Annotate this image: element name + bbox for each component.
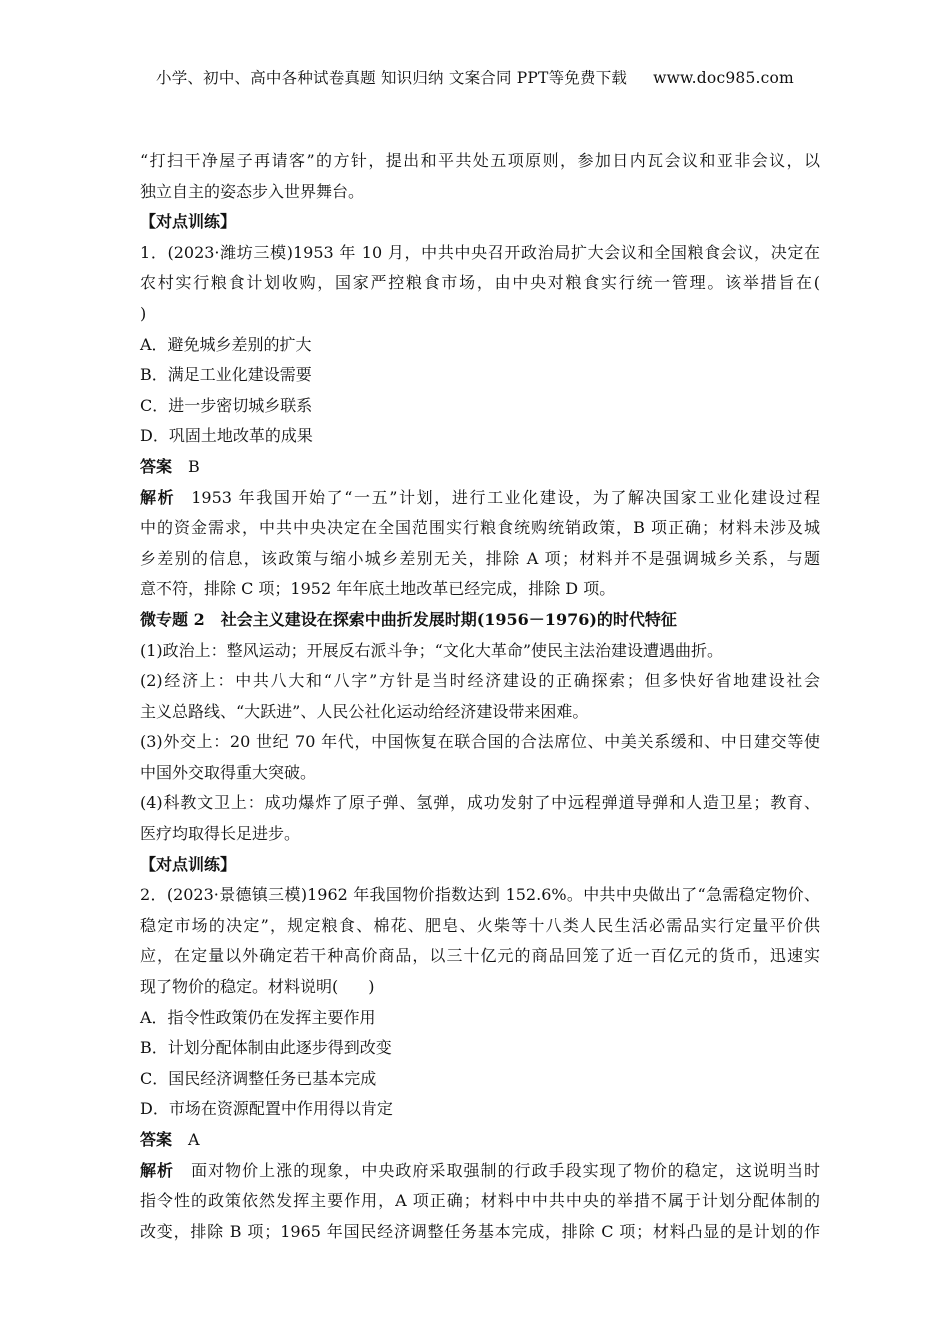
question-line: ): [140, 303, 147, 323]
answer-label: 答案: [140, 1130, 173, 1149]
option-d: D．巩固土地改革的成果: [140, 426, 313, 446]
topic-line: 医疗均取得长足进步。: [140, 824, 301, 844]
analysis-text: 面对物价上涨的现象，中央政府采取强制的行政手段实现了物价的稳定，这说明当时: [190, 1160, 820, 1180]
analysis-line: 指令性的政策依然发挥主要作用，A 项正确；材料中中共中央的举措不属于计划分配体制的: [140, 1191, 820, 1211]
header-text: 小学、初中、高中各种试卷真题 知识归纳 文案合同 PPT等免费下载: [156, 69, 628, 87]
question-paren: ): [368, 977, 375, 997]
answer-line: [140, 1125, 820, 1156]
answer-value: B: [188, 456, 200, 476]
option-b: B．满足工业化建设需要: [140, 365, 312, 385]
analysis-line: [140, 483, 820, 514]
practice-heading: 【对点训练】: [140, 854, 237, 874]
question-line: 2．(2023·景德镇三模)1962 年我国物价指数达到 152.6%。中共中央做出了“急需稳定物价、: [140, 885, 820, 905]
intro-line: “打扫干净屋子再请客”的方针，提出和平共处五项原则，参加日内瓦会议和亚非会议，以: [140, 151, 820, 170]
analysis-line: 中的资金需求，中共中央决定在全国范围实行粮食统购统销政策，B 项正确；材料未涉及城: [140, 518, 820, 538]
question-line: 应，在定量以外确定若干种高价商品，以三十亿元的商品回笼了近一百亿元的货币，迅速实: [140, 946, 820, 966]
option-d: D．市场在资源配置中作用得以肯定: [140, 1099, 393, 1119]
topic-line: (1)政治上：整风运动；开展反右派斗争；“文化大革命”使民主法治建设遭遇曲折。: [140, 640, 724, 660]
question-line: 农村实行粮食计划收购，国家严控粮食市场，由中央对粮食实行统一管理。该举措旨在(: [140, 273, 820, 293]
topic-line: (3)外交上：20 世纪 70 年代，中国恢复在联合国的合法席位、中美关系缓和、中日建交等使: [140, 732, 820, 752]
document-body: [140, 146, 820, 1247]
topic-line: 中国外交取得重大突破。: [140, 762, 317, 782]
question-text: 现了物价的稳定。材料说明(: [140, 977, 339, 997]
analysis-line: 乡差别的信息，该政策与缩小城乡差别无关，排除 A 项；材料并不是强调城乡关系，与题: [140, 548, 820, 568]
header-site-link[interactable]: www.doc985.com: [653, 69, 794, 87]
topic-title: 微专题 2 社会主义建设在探索中曲折发展时期(1956－1976)的时代特征: [140, 609, 677, 629]
analysis-label: 解析: [140, 487, 176, 507]
page-header: [0, 66, 950, 88]
analysis-label: 解析: [140, 1160, 175, 1180]
analysis-line: 意不符，排除 C 项；1952 年年底土地改革已经完成，排除 D 项。: [140, 579, 616, 599]
option-a: A．避免城乡差别的扩大: [140, 334, 312, 354]
question-line: 稳定市场的决定”，规定粮食、棉花、肥皂、火柴等十八类人民生活必需品实行定量平价供: [140, 915, 820, 935]
practice-heading: 【对点训练】: [140, 212, 237, 232]
topic-line: 主义总路线、“大跃进”、人民公社化运动给经济建设带来困难。: [140, 701, 589, 721]
intro-line: 独立自主的姿态步入世界舞台。: [140, 181, 365, 201]
question-line: [140, 972, 820, 1003]
topic-line: (2)经济上：中共八大和“八字”方针是当时经济建设的正确探索；但多快好省地建设社会: [140, 671, 820, 691]
topic-line: (4)科教文卫上：成功爆炸了原子弹、氢弹，成功发射了中远程弹道导弹和人造卫星；教育、: [140, 793, 820, 813]
analysis-text: 1953 年我国开始了“一五”计划，进行工业化建设，为了解决国家工业化建设过程: [191, 487, 820, 507]
option-b: B．计划分配体制由此逐步得到改变: [140, 1038, 392, 1058]
analysis-line: 改变，排除 B 项；1965 年国民经济调整任务基本完成，排除 C 项；材料凸显的是计划的作: [140, 1221, 820, 1241]
option-c: C．国民经济调整任务已基本完成: [140, 1068, 377, 1088]
option-a: A．指令性政策仍在发挥主要作用: [140, 1007, 376, 1027]
question-line: 1．(2023·潍坊三模)1953 年 10 月，中共中央召开政治局扩大会议和全国粮食会议，决定在: [140, 242, 820, 262]
option-c: C．进一步密切城乡联系: [140, 395, 313, 415]
answer-value: A: [188, 1130, 200, 1149]
answer-label: 答案: [140, 456, 173, 476]
answer-line: [140, 452, 820, 483]
analysis-line: [140, 1156, 820, 1187]
